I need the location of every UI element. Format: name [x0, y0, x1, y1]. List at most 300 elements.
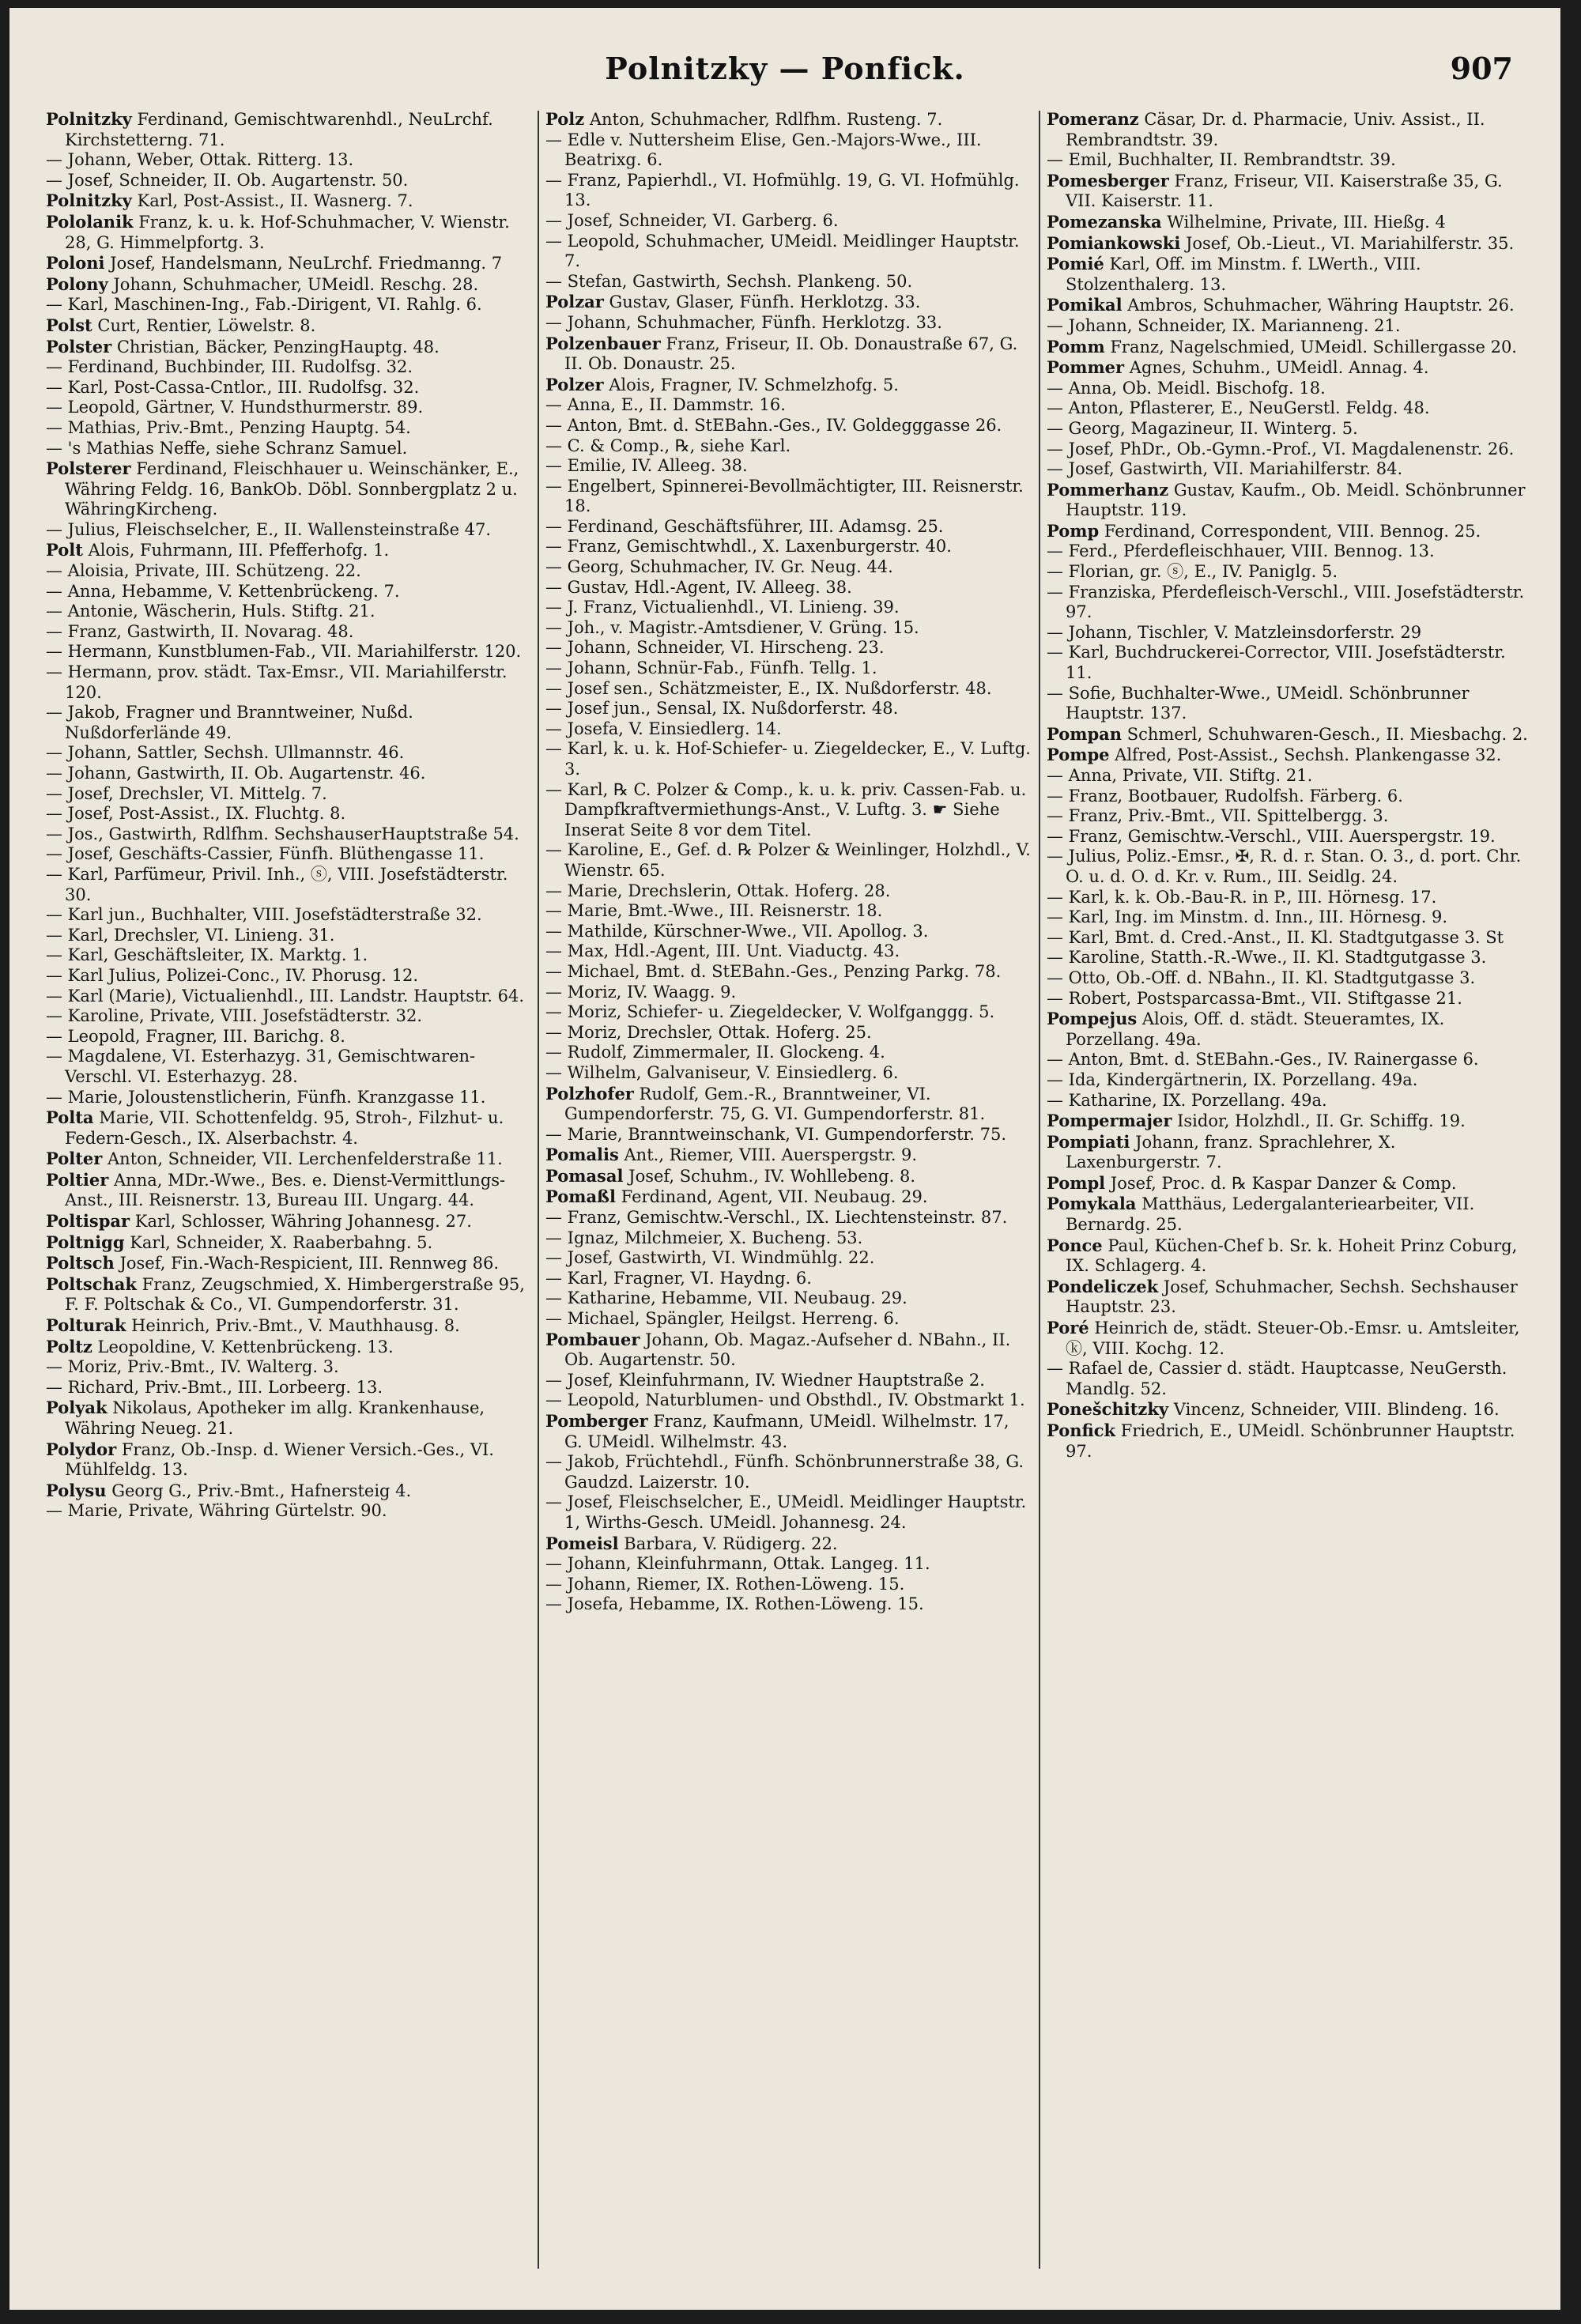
entry-details: — Marie, Joloustenstlicherin, Fünfh. Kranzgasse 11. [46, 1087, 486, 1107]
entry-details: Franz, Zeugschmied, X. Himbergerstraße 95, F. F. Poltschak & Co., VI. Gumpendorferstr. 31. [65, 1274, 525, 1315]
directory-entry [46, 844, 532, 865]
entry-details: Wilhelmine, Private, III. Hießg. 4 [1161, 212, 1446, 232]
entry-details: Franz, Friseur, II. Ob. Donaustraße 67, G. II. Ob. Donaustr. 25. [564, 334, 1018, 374]
entry-details: — Moriz, Priv.-Bmt., IV. Walterg. 3. [46, 1357, 339, 1377]
directory-entry [46, 1501, 532, 1522]
entry-surname: Pomberger [545, 1411, 648, 1431]
directory-entry [545, 1390, 1032, 1411]
directory-entry [1047, 684, 1533, 724]
entry-details: — Aloisia, Private, III. Schützeng. 22. [46, 561, 361, 581]
directory-entry [46, 357, 532, 378]
entry-details: — Karl Julius, Polizei-Conc., IV. Phorusg. 12. [46, 965, 418, 985]
entry-details: Josef, Ob.-Lieut., VI. Mariahilferstr. 35. [1180, 233, 1515, 253]
entry-details: — Josef, Schneider, VI. Garberg. 6. [545, 210, 839, 230]
entry-details: Ant., Riemer, VIII. Auerspergstr. 9. [618, 1145, 918, 1165]
directory-entry [545, 780, 1032, 841]
entry-details: Johann, Schuhmacher, UMeidl. Reschg. 28. [108, 274, 479, 294]
entry-details: Ferdinand, Fleischhauer u. Weinschänker, E., Währing Feldg. 16, BankOb. Döbl. Sonnbergplatz 2 u. WähringKircheng. [65, 459, 519, 519]
entry-details: Isidor, Holzhdl., II. Gr. Schiffg. 19. [1172, 1111, 1466, 1131]
entry-details: — Karl (Marie), Victualienhdl., III. Landstr. Hauptstr. 64. [46, 986, 525, 1005]
entry-details: — Ignaz, Milchmeier, X. Bucheng. 53. [545, 1228, 863, 1247]
directory-entry [1047, 766, 1533, 787]
entry-details: Ferdinand, Agent, VII. Neubaug. 29. [616, 1187, 928, 1207]
entry-details: — Leopold, Naturblumen- und Obsthdl., IV. Obstmarkt 1. [545, 1390, 1025, 1410]
page-number: 907 [1450, 51, 1513, 86]
entry-details: — Sofie, Buchhalter-Wwe., UMeidl. Schönbrunner Hauptstr. 137. [1047, 683, 1470, 723]
directory-entry [545, 292, 1032, 313]
entry-details: — Josefa, V. Einsiedlerg. 14. [545, 719, 782, 738]
entry-details: — Josef, Geschäfts-Cassier, Fünfh. Blüthengasse 11. [46, 844, 485, 864]
entry-surname: Polysu [46, 1480, 107, 1500]
directory-entry [46, 602, 532, 622]
column-2 [545, 109, 1032, 1615]
directory-entry [545, 1208, 1032, 1228]
entry-details: Josef, Schuhm., IV. Wohllebeng. 8. [623, 1166, 915, 1186]
entry-details: — Marie, Branntweinschank, VI. Gumpendorferstr. 75. [545, 1124, 1007, 1144]
directory-entry [545, 598, 1032, 618]
entry-surname: Polt [46, 540, 83, 560]
directory-entry [545, 881, 1032, 902]
directory-entry [46, 622, 532, 643]
entry-details: — C. & Comp., ℞, siehe Karl. [545, 436, 791, 455]
directory-entry [1047, 316, 1533, 337]
entry-details: — Michael, Spängler, Heilgst. Herreng. 6. [545, 1309, 900, 1329]
entry-details: Gustav, Kaufm., Ob. Meidl. Schönbrunner Hauptstr. 119. [1066, 480, 1526, 520]
directory-entry [46, 804, 532, 824]
directory-entry [1047, 907, 1533, 928]
entry-details: — Karoline, E., Gef. d. ℞ Polzer & Weinlinger, Holzhdl., V. Wienstr. 65. [545, 840, 1031, 880]
entry-details: — Karl, Parfümeur, Privil. Inh., ⓢ, VIII. Josefstädterstr. 30. [46, 864, 508, 904]
entry-details: — Johann, Weber, Ottak. Ritterg. 13. [46, 150, 354, 170]
entry-details: Josef, Schuhmacher, Sechsh. Sechshauser Hauptstr. 23. [1066, 1277, 1518, 1317]
directory-entry [545, 272, 1032, 292]
directory-entry [545, 375, 1032, 396]
entry-details: Franz, Kaufmann, UMeidl. Wilhelmstr. 17, G. UMeidl. Wilhelmstr. 43. [564, 1412, 1009, 1451]
entry-details: Anna, MDr.-Wwe., Bes. e. Dienst-Vermittlungs-Anst., III. Reisnerstr. 13, Bureau III. Ungarg. 44. [65, 1170, 506, 1210]
entry-details: — Josef, Post-Assist., IX. Fluchtg. 8. [46, 804, 346, 824]
entry-details: — Leopold, Schuhmacher, UMeidl. Meidlinger Hauptstr. 7. [545, 231, 1020, 271]
directory-entry [545, 1330, 1032, 1371]
directory-entry [46, 1170, 532, 1211]
entry-details: — Karl, Maschinen-Ing., Fab.-Dirigent, VI. Rahlg. 6. [46, 295, 482, 315]
entry-details: Anton, Schuhmacher, Rdlfhm. Rusteng. 7. [584, 110, 943, 129]
directory-entry [46, 642, 532, 662]
directory-entry [46, 1232, 532, 1254]
entry-details: — Johann, Tischler, V. Matzleinsdorferstr. 29 [1047, 622, 1422, 642]
entry-details: — Josef sen., Schätzmeister, E., IX. Nußdorferstr. 48. [545, 678, 992, 698]
directory-entry [1047, 233, 1533, 255]
directory-entry [545, 1166, 1032, 1187]
directory-entry [46, 966, 532, 987]
directory-entry [545, 211, 1032, 232]
entry-surname: Poltsch [46, 1253, 115, 1273]
directory-entry [545, 962, 1032, 983]
directory-entry [545, 1309, 1032, 1330]
entry-details: — Magdalene, VI. Esterhazyg. 31, Gemischtwaren-Verschl. VI. Esterhazyg. 28. [46, 1047, 476, 1086]
directory-entry [46, 1047, 532, 1087]
entry-details: — J. Franz, Victualienhdl., VI. Linieng. 39. [545, 598, 900, 617]
entry-details: Alois, Fuhrmann, III. Pfefferhofg. 1. [82, 541, 390, 560]
entry-details: Franz, Nagelschmied, UMeidl. Schillergasse 20. [1104, 337, 1517, 357]
directory-entry [46, 1211, 532, 1232]
entry-surname: Pompermajer [1047, 1111, 1172, 1131]
entry-details: — Georg, Magazineur, II. Winterg. 5. [1047, 418, 1358, 438]
directory-entry [46, 418, 532, 439]
directory-entry [1047, 212, 1533, 233]
directory-entry [1047, 724, 1533, 745]
entry-details: — Johann, Schnür-Fab., Fünfh. Tellg. 1. [545, 658, 877, 678]
directory-entry [46, 1253, 532, 1274]
entry-details: Alois, Fragner, IV. Schmelzhofg. 5. [603, 375, 899, 394]
directory-entry [1047, 1111, 1533, 1132]
entry-details: — Franz, Gastwirth, II. Novarag. 48. [46, 621, 354, 641]
entry-details: — Johann, Schuhmacher, Fünfh. Herklotzg. 33. [545, 312, 942, 332]
entry-details: — Karl, k. u. k. Hof-Schiefer- u. Ziegeldecker, E., V. Luftg. 3. [545, 739, 1031, 779]
directory-entry [545, 171, 1032, 211]
entry-details: Karl, Post-Assist., II. Wasnerg. 7. [131, 191, 413, 211]
entry-surname: Polzhofer [545, 1083, 634, 1104]
entry-details: — Karl jun., Buchhalter, VIII. Josefstädterstraße 32. [46, 905, 482, 925]
directory-entry [545, 1063, 1032, 1084]
directory-entry [1047, 1050, 1533, 1070]
directory-entry [46, 439, 532, 459]
directory-entry [46, 1027, 532, 1047]
entry-details: — Johann, Riemer, IX. Rothen-Löweng. 15. [545, 1574, 905, 1594]
entry-details: — Hermann, Kunstblumen-Fab., VII. Mariahilferstr. 120. [46, 642, 522, 662]
directory-entry [46, 582, 532, 602]
entry-surname: Pomié [1047, 254, 1104, 274]
directory-entry [46, 784, 532, 805]
directory-entry [46, 1357, 532, 1378]
entry-details: — Karl, ℞ C. Polzer & Comp., k. u. k. priv. Cassen-Fab. u. Dampfkraftvermiethungs-Anst., V. Luftg. 3. ☛ Siehe Inserat Seite 8 vor dem Titel. [545, 779, 1027, 839]
entry-details: — Josef, Schneider, II. Ob. Augartenstr. 50. [46, 170, 409, 190]
entry-details: — Josef, Gastwirth, VII. Mariahilferstr. 84. [1047, 459, 1403, 479]
entry-surname: Pomezanska [1047, 211, 1162, 232]
entry-details: — Josef, Kleinfuhrmann, IV. Wiedner Hauptstraße 2. [545, 1370, 985, 1390]
directory-entry [1047, 1420, 1533, 1462]
directory-entry [1047, 1359, 1533, 1399]
entry-surname: Polst [46, 315, 92, 335]
entry-details: Franz, k. u. k. Hof-Schuhmacher, V. Wienstr. 28, G. Himmelpfortg. 3. [65, 212, 510, 252]
entry-details: — Franz, Bootbauer, Rudolfsh. Färberg. 6. [1047, 786, 1403, 805]
directory-entry [1047, 583, 1533, 623]
entry-surname: Polyak [46, 1398, 108, 1418]
entry-details: — Johann, Schneider, VI. Hirscheng. 23. [545, 638, 885, 658]
directory-entry [1047, 254, 1533, 295]
entry-details: Anton, Schneider, VII. Lerchenfelderstraße 11. [102, 1149, 503, 1169]
entry-details: — Karl, Fragner, VI. Haydng. 6. [545, 1268, 812, 1288]
directory-entry [46, 1439, 532, 1481]
entry-details: — Anton, Bmt. d. StEBahn.-Ges., IV. Goldegggasse 26. [545, 415, 1002, 435]
entry-surname: Polnitzky [46, 191, 132, 211]
directory-entry [1047, 171, 1533, 212]
entry-details: — Jakob, Früchtehdl., Fünfh. Schönbrunnerstraße 38, G. Gaudzd. Laizerstr. 10. [545, 1452, 1024, 1492]
directory-entry [545, 679, 1032, 700]
directory-entry [545, 1187, 1032, 1208]
entry-details: — Mathias, Priv.-Bmt., Penzing Hauptg. 54. [46, 417, 411, 437]
entry-details: Christian, Bäcker, PenzingHauptg. 48. [111, 337, 440, 357]
directory-entry [545, 1575, 1032, 1595]
directory-entry [545, 537, 1032, 557]
entry-surname: Pomm [1047, 336, 1105, 357]
entry-surname: Pompan [1047, 723, 1123, 744]
entry-details: — Johann, Sattler, Sechsh. Ullmannstr. 46. [46, 743, 405, 763]
directory-entry [1047, 459, 1533, 480]
entry-details: — Franz, Gemischtw.-Verschl., VIII. Auerspergstr. 19. [1047, 826, 1496, 846]
entry-details: — Josef, Gastwirth, VI. Windmühlg. 22. [545, 1248, 875, 1268]
entry-details: — Max, Hdl.-Agent, III. Unt. Viaductg. 43. [545, 941, 900, 961]
entry-details: — Josefa, Hebamme, IX. Rothen-Löweng. 15. [545, 1594, 924, 1614]
directory-entry [545, 232, 1032, 272]
entry-details: — Florian, gr. ⓢ, E., IV. Paniglg. 5. [1047, 562, 1338, 582]
directory-entry [46, 295, 532, 315]
directory-entry [1047, 541, 1533, 562]
directory-entry [1047, 1009, 1533, 1050]
entry-surname: Pommer [1047, 357, 1125, 378]
entry-surname: Poltz [46, 1336, 92, 1356]
directory-entry [545, 436, 1032, 457]
entry-details: Karl, Off. im Minstm. f. LWerth., VIII. Stolzenthalerg. 13. [1066, 255, 1421, 294]
entry-details: Ferdinand, Correspondent, VIII. Bennog. 25. [1099, 521, 1481, 541]
directory-entry [46, 1274, 532, 1315]
entry-details: Josef, Proc. d. ℞ Kaspar Danzer & Comp. [1105, 1173, 1457, 1193]
directory-entry [545, 456, 1032, 477]
directory-entry [46, 398, 532, 418]
entry-details: — Karl, Geschäftsleiter, IX. Marktg. 1. [46, 945, 368, 965]
entry-surname: Ponešchitzky [1047, 1399, 1169, 1420]
directory-entry [1047, 379, 1533, 399]
entry-details: Matthäus, Ledergalanteriearbeiter, VII. Bernardg. 25. [1066, 1194, 1475, 1235]
entry-surname: Pomaßl [545, 1187, 616, 1207]
entry-surname: Polturak [46, 1315, 126, 1336]
entry-details: — Wilhelm, Galvaniseur, V. Einsiedlerg. 6. [545, 1062, 899, 1082]
directory-entry [1047, 989, 1533, 1009]
directory-entry [46, 926, 532, 946]
directory-entry [545, 1002, 1032, 1023]
entry-details: — Johann, Gastwirth, II. Ob. Augartenstr. 46. [46, 764, 426, 783]
entry-surname: Pomykala [1047, 1194, 1137, 1214]
entry-details: — Josef jun., Sensal, IX. Nußdorferstr. 48. [545, 699, 899, 719]
entry-surname: Pompl [1047, 1172, 1106, 1193]
entry-surname: Polydor [46, 1439, 117, 1459]
entry-surname: Poltnigg [46, 1232, 125, 1252]
directory-entry [1047, 827, 1533, 847]
directory-entry [46, 703, 532, 743]
directory-entry [46, 987, 532, 1007]
directory-entry [1047, 562, 1533, 583]
entry-details: — Marie, Private, Währing Gürtelstr. 90. [46, 1501, 387, 1521]
entry-details: Schmerl, Schuhwaren-Gesch., II. Miesbachg. 2. [1122, 724, 1528, 744]
directory-entry [545, 699, 1032, 719]
entry-details: — Rafael de, Cassier d. städt. Hauptcasse, NeuGersth. Mandlg. 52. [1047, 1359, 1507, 1398]
entry-surname: Ponfick [1047, 1420, 1116, 1440]
column-3 [1047, 109, 1533, 1462]
entry-surname: Pomikal [1047, 295, 1123, 315]
directory-entry [545, 1554, 1032, 1575]
entry-details: — Anton, Bmt. d. StEBahn.-Ges., IV. Rainergasse 6. [1047, 1050, 1479, 1070]
entry-details: Friedrich, E., UMeidl. Schönbrunner Hauptstr. 97. [1066, 1421, 1515, 1461]
directory-entry [545, 477, 1032, 517]
entry-surname: Poltier [46, 1169, 109, 1190]
entry-details: — Franz, Papierhdl., VI. Hofmühlg. 19, G. VI. Hofmühlg. 13. [545, 170, 1020, 210]
directory-entry [46, 1378, 532, 1398]
directory-entry [545, 658, 1032, 679]
directory-entry [1047, 419, 1533, 440]
entry-surname: Poré [1047, 1318, 1089, 1338]
entry-details: Marie, VII. Schottenfeldg. 95, Stroh-, Filzhut- u. Federn-Gesch., IX. Alserbachstr. 4. [65, 1108, 504, 1148]
entry-details: — Moriz, Drechsler, Ottak. Hoferg. 25. [545, 1022, 872, 1042]
entry-details: — Anna, Private, VII. Stiftg. 21. [1047, 766, 1313, 785]
directory-entry [545, 1534, 1032, 1555]
entry-details: — Karoline, Statth.-R.-Wwe., II. Kl. Stadtgutgasse 3. [1047, 948, 1487, 968]
entry-surname: Pondeliczek [1047, 1276, 1159, 1296]
directory-entry [1047, 1236, 1533, 1277]
entry-details: — Franziska, Pferdefleisch-Verschl., VIII. Josefstädterstr. 97. [1047, 582, 1525, 622]
entry-details: — Marie, Drechslerin, Ottak. Hoferg. 28. [545, 881, 891, 900]
directory-entry [46, 945, 532, 966]
entry-details: — Anna, E., II. Dammstr. 16. [545, 395, 786, 415]
entry-surname: Pomasal [545, 1165, 624, 1186]
directory-entry [545, 901, 1032, 922]
directory-entry [545, 1228, 1032, 1249]
directory-entry [1047, 521, 1533, 542]
entry-details: — Ferd., Pferdefleischhauer, VIII. Bennog. 13. [1047, 541, 1435, 561]
entry-surname: Poltispar [46, 1211, 130, 1232]
directory-entry [1047, 623, 1533, 643]
entry-details: — Leopold, Gärtner, V. Hundsthurmerstr. 89. [46, 398, 424, 417]
entry-details: Josef, Fin.-Wach-Respicient, III. Rennweg 86. [114, 1254, 500, 1273]
entry-surname: Pommerhanz [1047, 479, 1169, 500]
directory-entry [1047, 1091, 1533, 1111]
directory-entry [1047, 1173, 1533, 1194]
entry-details: — Ida, Kindergärtnerin, IX. Porzellang. 49a. [1047, 1070, 1418, 1089]
entry-details: Curt, Rentier, Löwelstr. 8. [92, 315, 316, 335]
entry-details: Rudolf, Gem.-R., Branntweiner, VI. Gumpendorferstr. 75, G. VI. Gumpendorferstr. 81. [564, 1084, 986, 1124]
directory-entry [1047, 745, 1533, 766]
entry-details: — Leopold, Fragner, III. Barichg. 8. [46, 1026, 345, 1046]
directory-entry [1047, 150, 1533, 171]
entry-details: Heinrich de, städt. Steuer-Ob.-Emsr. u. Amtsleiter, ⓚ, VIII. Kochg. 12. [1066, 1319, 1520, 1358]
directory-entry [545, 109, 1032, 130]
directory-entry [46, 520, 532, 541]
directory-entry [46, 109, 532, 150]
directory-entry [1047, 1318, 1533, 1359]
entry-details: Vincenz, Schneider, VIII. Blindeng. 16. [1168, 1400, 1500, 1420]
directory-entry [1047, 357, 1533, 379]
entry-details: Gustav, Glaser, Fünfh. Herklotzg. 33. [603, 292, 921, 312]
directory-entry [545, 983, 1032, 1003]
entry-details: — Franz, Priv.-Bmt., VII. Spittelbergg. 3. [1047, 806, 1389, 826]
entry-surname: Polsterer [46, 458, 131, 479]
entry-details: — Emilie, IV. Alleeg. 38. [545, 456, 748, 476]
directory-entry [545, 395, 1032, 416]
entry-details: Josef, Handelsmann, NeuLrchf. Friedmanng. 7 [104, 254, 503, 274]
directory-entry [545, 638, 1032, 658]
entry-details: — Joh., v. Magistr.-Amtsdiener, V. Grüng. 15. [545, 617, 919, 637]
directory-entry [545, 130, 1032, 171]
directory-entry [46, 1149, 532, 1170]
entry-details: — Karl, Drechsler, VI. Linieng. 31. [46, 925, 335, 945]
directory-entry [545, 557, 1032, 578]
entry-surname: Polnitzky [46, 109, 132, 129]
entry-details: Alois, Off. d. städt. Steueramtes, IX. Porzellang. 49a. [1066, 1009, 1445, 1049]
entry-surname: Pomeranz [1047, 109, 1139, 129]
entry-surname: Polster [46, 336, 112, 357]
entry-details: Karl, Schlosser, Währing Johannesg. 27. [130, 1212, 472, 1232]
directory-entry [1047, 787, 1533, 807]
entry-details: Franz, Ob.-Insp. d. Wiener Versich.-Ges., VI. Mühlfeldg. 13. [65, 1439, 494, 1480]
directory-entry [545, 416, 1032, 436]
directory-entry [545, 578, 1032, 598]
directory-entry [545, 618, 1032, 639]
directory-entry [46, 171, 532, 191]
directory-entry [46, 540, 532, 561]
entry-details: — Anton, Pflasterer, E., NeuGerstl. Feldg. 48. [1047, 398, 1430, 418]
directory-entry [46, 1398, 532, 1439]
entry-details: — Stefan, Gastwirth, Sechsh. Plankeng. 50. [545, 271, 913, 291]
entry-details: Karl, Schneider, X. Raaberbahng. 5. [124, 1232, 433, 1252]
directory-entry [46, 1481, 532, 1502]
entry-details: Heinrich, Priv.-Bmt., V. Mauthhausg. 8. [126, 1316, 460, 1336]
directory-entry [545, 922, 1032, 942]
directory-entry [545, 1125, 1032, 1145]
directory-entry [545, 1248, 1032, 1269]
entry-details: — Ferdinand, Buchbinder, III. Rudolfsg. 32. [46, 357, 413, 377]
entry-details: — Franz, Gemischtwhdl., X. Laxenburgerstr. 40. [545, 537, 952, 556]
entry-surname: Polzar [545, 292, 604, 312]
directory-entry [46, 378, 532, 398]
entry-details: — Edle v. Nuttersheim Elise, Gen.-Majors-Wwe., III. Beatrixg. 6. [545, 130, 982, 170]
entry-details: Ambros, Schuhmacher, Währing Hauptstr. 26. [1122, 296, 1515, 315]
entry-details: — Karl, Post-Cassa-Cntlor., III. Rudolfsg. 32. [46, 377, 420, 397]
directory-entry [46, 1315, 532, 1337]
entry-details: — Otto, Ob.-Off. d. NBahn., II. Kl. Stadtgutgasse 3. [1047, 968, 1476, 987]
directory-entry [545, 1492, 1032, 1533]
entry-details: Georg G., Priv.-Bmt., Hafnersteig 4. [106, 1481, 412, 1500]
column-divider [1039, 111, 1040, 2269]
directory-entry [545, 719, 1032, 740]
entry-details: — Anna, Hebamme, V. Kettenbrückeng. 7. [46, 581, 400, 601]
directory-entry [545, 941, 1032, 962]
directory-entry [1047, 968, 1533, 989]
entry-surname: Pomalis [545, 1145, 619, 1165]
entry-details: — Engelbert, Spinnerei-Bevollmächtigter, III. Reisnerstr. 18. [545, 476, 1024, 516]
directory-entry [46, 1337, 532, 1358]
running-head: Polnitzky — Ponfick. [605, 51, 965, 86]
directory-entry [545, 1594, 1032, 1615]
entry-details: — Michael, Bmt. d. StEBahn.-Ges., Penzing Parkg. 78. [545, 961, 1002, 981]
entry-details: — Julius, Fleischselcher, E., II. Wallensteinstraße 47. [46, 519, 492, 539]
directory-entry [1047, 440, 1533, 460]
entry-details: — Emil, Buchhalter, II. Rembrandtstr. 39. [1047, 150, 1396, 170]
directory-entry [46, 662, 532, 703]
entry-details: — Karl, Ing. im Minstm. d. Inn., III. Hörnesg. 9. [1047, 907, 1448, 927]
entry-details: — 's Mathias Neffe, siehe Schranz Samuel. [46, 438, 408, 458]
entry-details: — Richard, Priv.-Bmt., III. Lorbeerg. 13. [46, 1377, 383, 1397]
entry-surname: Polz [545, 109, 585, 129]
entry-details: — Moriz, Schiefer- u. Ziegeldecker, V. Wolfganggg. 5. [545, 1002, 995, 1022]
entry-surname: Polzer [545, 374, 604, 394]
entry-surname: Polta [46, 1107, 94, 1128]
directory-entry [46, 1088, 532, 1108]
directory-entry [1047, 928, 1533, 949]
directory-entry [1047, 109, 1533, 150]
entry-details: Agnes, Schuhm., UMeidl. Annag. 4. [1124, 358, 1429, 378]
directory-entry [545, 840, 1032, 881]
entry-details: — Ferdinand, Geschäftsführer, III. Adamsg. 25. [545, 516, 944, 536]
directory-entry [46, 337, 532, 358]
directory-entry [46, 865, 532, 905]
